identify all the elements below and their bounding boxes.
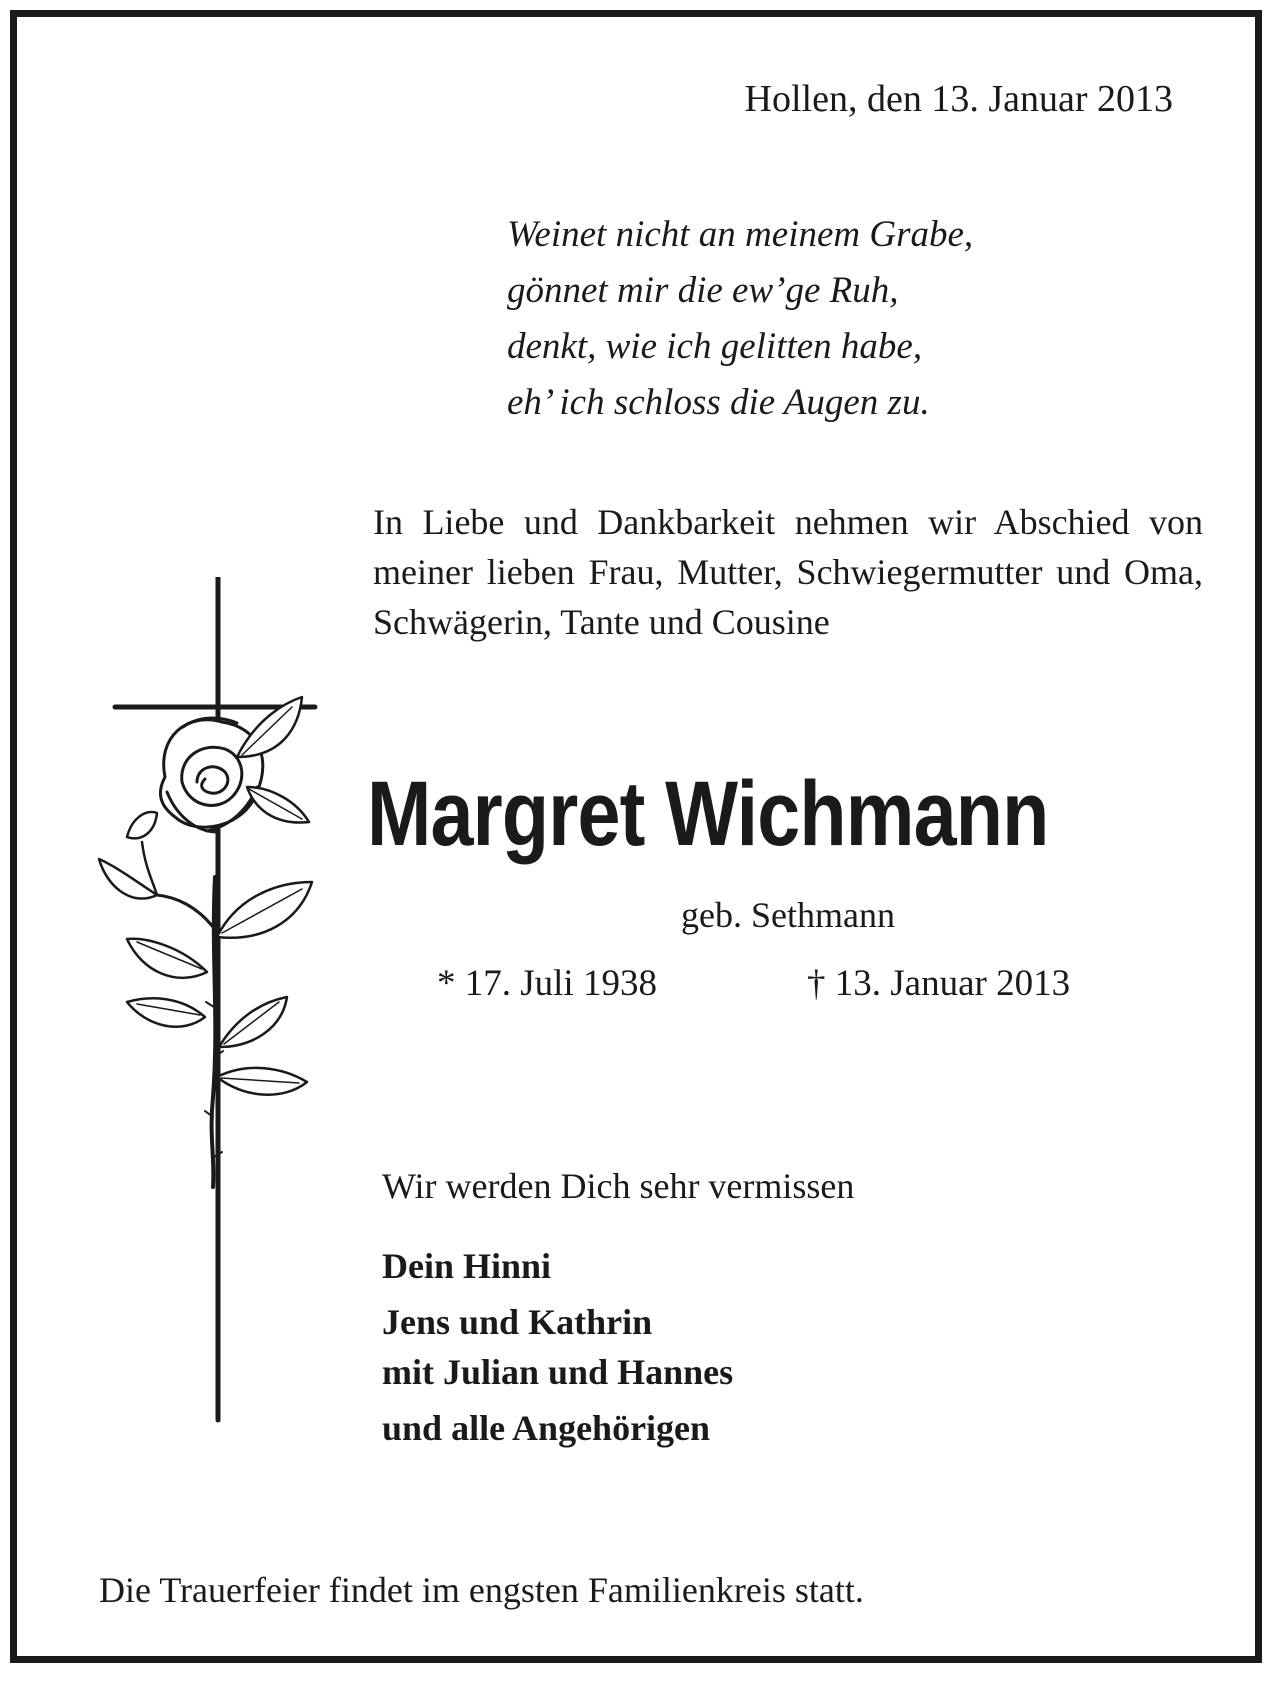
poem — [507, 207, 973, 431]
mourner-line: mit Julian und Hannes — [382, 1352, 734, 1392]
deceased-name: Margret Wichmann — [367, 763, 1049, 865]
mourner-line: Jens und Kathrin — [382, 1302, 653, 1342]
footer-text: Die Trauerfeier findet im engsten Familienkreis statt. — [99, 1570, 864, 1610]
poem-line: eh’ ich schloss die Augen zu. — [507, 382, 930, 423]
intro-text: In Liebe und Dankbarkeit nehmen wir Abschied von meiner lieben Frau, Mutter, Schwiegermutter und Oma, Schwägerin, Tante und Cousine — [373, 502, 1203, 642]
death-date: † 13. Januar 2013 — [807, 963, 1071, 1004]
birth-date: * 17. Juli 1938 — [437, 963, 657, 1004]
mourner-line: und alle Angehörigen — [382, 1408, 711, 1448]
poem-line: Weinet nicht an meinem Grabe, — [507, 214, 974, 255]
poem-line: gönnet mir die ew’ge Ruh, — [507, 270, 899, 311]
miss-text: Wir werden Dich sehr vermissen — [382, 1166, 855, 1206]
cross-with-rose-icon — [87, 577, 327, 1437]
obituary-notice — [10, 10, 1262, 1663]
maiden-name: geb. Sethmann — [681, 895, 895, 935]
place-date: Hollen, den 13. Januar 2013 — [744, 78, 1173, 120]
poem-line: denkt, wie ich gelitten habe, — [507, 326, 923, 367]
mourner-line: Dein Hinni — [382, 1246, 552, 1286]
mourners-list — [382, 1241, 733, 1453]
